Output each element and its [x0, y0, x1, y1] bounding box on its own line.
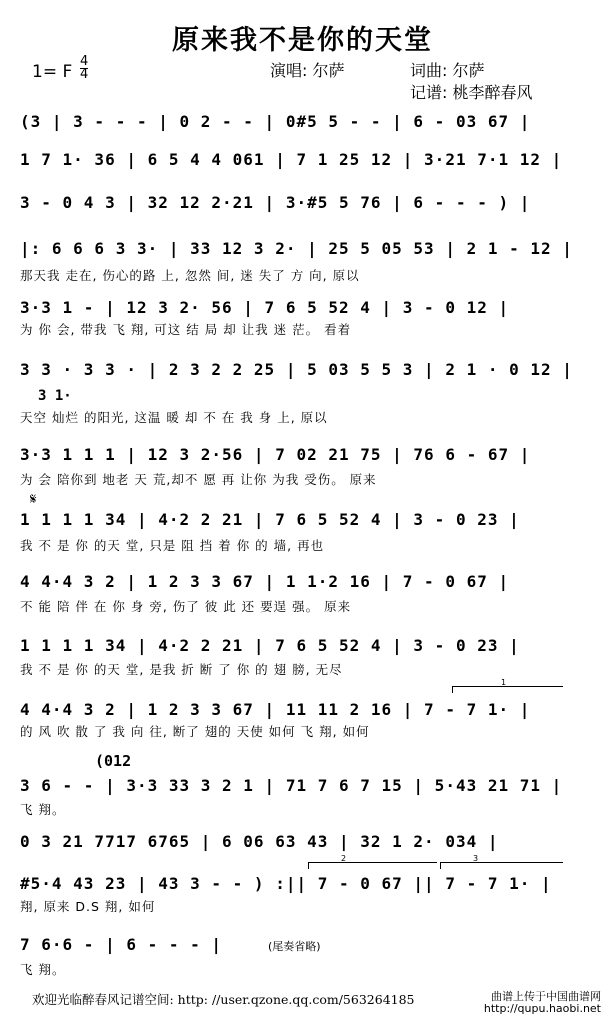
- song-title: 原来我不是你的天堂: [172, 25, 433, 56]
- lyrics-line: 我 不 是 你 的天 堂, 只是 阻 挡 着 你 的 墙, 再也: [20, 538, 325, 553]
- volta-bracket-2: [308, 854, 437, 869]
- notation-line: 4 4·4 3 2 | 1 2 3 3 67 | 1 1·2 16 | 7 - 0 67 |: [20, 572, 510, 591]
- notation-line: |: 6 6 6 3 3· | 33 12 3 2· | 25 5 05 53 | 2 1 - 12 |: [20, 239, 573, 258]
- source-line-1: 曲谱上传于中国曲谱网: [491, 990, 601, 1003]
- notation-line: 3 - 0 4 3 | 32 12 2·21 | 3·#5 5 76 | 6 - - - ) |: [20, 193, 531, 212]
- volta-number: 1: [501, 678, 507, 687]
- lyrics-line: 不 能 陪 伴 在 你 身 旁, 伤了 彼 此 还 要逞 强。 原来: [20, 599, 352, 614]
- notation-line: 4 4·4 3 2 | 1 2 3 3 67 | 11 11 2 16 | 7 - 7 1· |: [20, 700, 531, 719]
- notation-line: 1 7 1· 36 | 6 5 4 4 061 | 7 1 25 12 | 3·21 7·1 12 |: [20, 150, 563, 169]
- score-row: [20, 360, 580, 400]
- singer-credit: 演唱: 尔萨: [270, 61, 345, 80]
- notation-line: 3 3 · 3 3 · | 2 3 2 2 25 | 5 03 5 5 3 | 2 1 · 0 12 |: [20, 360, 573, 379]
- volta-number: 3: [473, 854, 479, 863]
- lyrics-line: 为 你 会, 带我 飞 翔, 可这 结 局 却 让我 迷 茫。 看着: [20, 322, 352, 337]
- score-row: [20, 193, 580, 233]
- notation-line: 3·3 1 1 1 | 12 3 2·56 | 7 02 21 75 | 76 6 - 67 |: [20, 445, 531, 464]
- welcome-text: 欢迎光临醉春风记谱空间: http: //user.qzone.qq.com/563264185: [32, 992, 415, 1007]
- volta-number: 2: [341, 854, 347, 863]
- time-signature-top: 4: [80, 54, 89, 69]
- notation-line: (3 | 3 - - - | 0 2 - - | 0#5 5 - - | 6 - 03 67 |: [20, 112, 531, 131]
- pickup-notes: (012: [95, 752, 132, 770]
- source-watermark: [484, 991, 601, 1015]
- small-notes: 3 1·: [38, 388, 72, 404]
- source-line-2: http://qupu.haobi.net: [483, 1002, 601, 1015]
- time-signature: [80, 56, 88, 81]
- lyrics-line: 飞 翔。: [20, 802, 66, 817]
- score-row: [20, 112, 580, 152]
- transcriber-credit: 记谱: 桃李醉春风: [410, 83, 533, 102]
- volta-bracket-3: [440, 854, 563, 869]
- notation-line: 3·3 1 - | 12 3 2· 56 | 7 6 5 52 4 | 3 - 0 12 |: [20, 298, 510, 317]
- ending-note: (尾奏省略): [268, 940, 321, 953]
- lyrics-line: 飞 翔。: [20, 962, 66, 977]
- key-signature: 1= F: [32, 62, 73, 82]
- notation-line: 1 1 1 1 34 | 4·2 2 21 | 7 6 5 52 4 | 3 - 0 23 |: [20, 636, 520, 655]
- notation-line: 0 3 21 7717 6765 | 6 06 63 43 | 32 1 2· 034 |: [20, 832, 499, 851]
- lyrics-line: 翔, 原来 D.S 翔, 如何: [20, 899, 156, 914]
- notation-line: 3 6 - - | 3·3 33 3 2 1 | 71 7 6 7 15 | 5·43 21 71 |: [20, 776, 563, 795]
- lyrics-line: 为 会 陪你到 地老 天 荒,却不 愿 再 让你 为我 受伤。 原来: [20, 472, 377, 487]
- volta-bracket-1: [452, 678, 563, 693]
- lyrics-line: 我 不 是 你 的天 堂, 是我 折 断 了 你 的 翅 膀, 无尽: [20, 662, 343, 677]
- segno-sign: 𝄋: [30, 490, 37, 508]
- notation-line: 1 1 1 1 34 | 4·2 2 21 | 7 6 5 52 4 | 3 - 0 23 |: [20, 510, 520, 529]
- composer-credit: 词曲: 尔萨: [410, 61, 485, 80]
- notation-line: 7 6·6 - | 6 - - - |: [20, 935, 223, 954]
- notation-line: #5·4 43 23 | 43 3 - - ) :|| 7 - 0 67 || 7 - 7 1· |: [20, 874, 552, 893]
- lyrics-line: 天空 灿烂 的阳光, 这温 暖 却 不 在 我 身 上, 原以: [20, 410, 328, 425]
- time-signature-bottom: 4: [80, 67, 89, 82]
- lyrics-line: 的 风 吹 散 了 我 向 往, 断了 翅的 天使 如何 飞 翔, 如何: [20, 724, 370, 739]
- lyrics-line: 那天我 走在, 伤心的路 上, 忽然 间, 迷 失了 方 向, 原以: [20, 268, 360, 283]
- score-row: [20, 150, 580, 190]
